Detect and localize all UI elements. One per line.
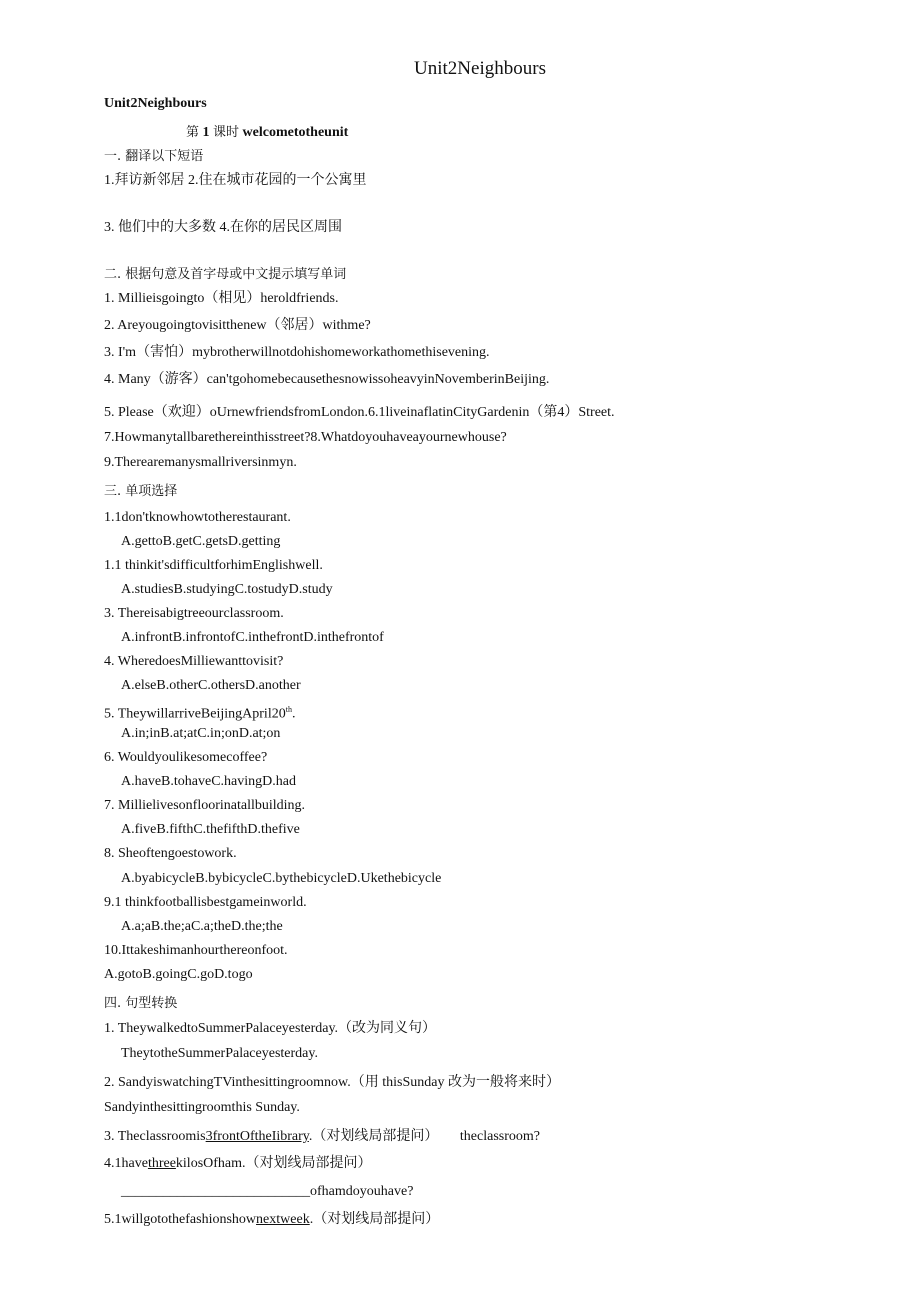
lesson-name: welcometotheunit — [242, 125, 349, 140]
question-instruction: .（对划线局部提问） — [308, 1129, 439, 1144]
superscript-th: th — [285, 705, 292, 714]
choice-question: 8. Sheoftengoestowork. — [104, 846, 237, 861]
choice-options: A.a;aB.the;aC.a;theD.the;the — [121, 919, 283, 934]
section-transform-heading: 四. 句型转换 — [104, 996, 178, 1011]
period: . — [291, 706, 296, 722]
lesson-number: 1 — [202, 125, 210, 140]
transform-answer-4 — [121, 1183, 413, 1201]
document-title: Unit2Neighbours — [414, 58, 546, 79]
transform-question-4 — [104, 1155, 372, 1173]
question-tail: theclassroom? — [459, 1129, 540, 1144]
question-instruction: .（对划线局部提问） — [309, 1212, 440, 1227]
choice-question: 6. Wouldyoulikesomecoffee? — [104, 750, 268, 765]
transform-question: 1. TheywalkedtoSummerPalaceyesterday.（改为同义句） — [104, 1021, 437, 1036]
question-text: 3. Theclassroomis — [104, 1129, 206, 1144]
answer-blank: ___________________________ — [121, 1184, 310, 1199]
section-translate-heading: 一. 翻译以下短语 — [104, 149, 204, 164]
fill-item: 7.Howmanytallbarethereinthisstreet?8.Whatdoyouhaveayournewhouse? — [104, 430, 507, 445]
translate-item: 3. 他们中的大多数 4.在你的居民区周围 — [104, 220, 342, 235]
choice-question: 1.1don'tknowhowtotherestaurant. — [104, 510, 291, 525]
question-text: 5.1willgotothefashionshow — [104, 1212, 257, 1227]
section-fill-heading: 二. 根据句意及首字母或中文提示填写单词 — [104, 267, 347, 282]
transform-answer: TheytotheSummerPalaceyesterday. — [121, 1046, 318, 1061]
question-text: 4.1have — [104, 1156, 148, 1171]
choice-options: A.gettoB.getC.getsD.getting — [121, 534, 281, 549]
answer-text: ofhamdoyouhave? — [310, 1184, 414, 1199]
underlined-phrase: 3frontOftheIibrary — [205, 1129, 309, 1144]
transform-question-3 — [104, 1128, 540, 1146]
choice-options: A.in;inB.at;atC.in;onD.at;on — [121, 726, 281, 741]
choice-question: 1.1 thinkit'sdifficultforhimEnglishwell. — [104, 558, 323, 573]
transform-question: 2. SandyiswatchingTVinthesittingroomnow.（用 thisSunday 改为一般将来时） — [104, 1075, 560, 1090]
choice-options: A.elseB.otherC.othersD.another — [121, 678, 301, 693]
choice-question-text: 5. TheywillarriveBeijingApril20 — [104, 706, 286, 722]
choice-question: 7. Millielivesonfloorinatallbuilding. — [104, 798, 306, 813]
fill-item: 9.Therearemanysmallriversinmyn. — [104, 455, 297, 470]
choice-question: 4. WheredoesMilliewanttovisit? — [104, 654, 284, 669]
choice-options: A.studiesB.studyingC.tostudyD.study — [121, 582, 333, 597]
choice-options: A.fiveB.fifthC.thefifthD.thefive — [121, 822, 300, 837]
fill-item: 5. Please（欢迎）oUrnewfriendsfromLondon.6.1liveinaflatinCityGardenin（第4）Street. — [104, 405, 615, 420]
underlined-phrase: nextweek — [256, 1212, 310, 1227]
transform-question-5 — [104, 1211, 439, 1229]
choice-options: A.haveB.tohaveC.havingD.had — [121, 774, 296, 789]
choice-question: 9.1 thinkfootballisbestgameinworld. — [104, 895, 307, 910]
choice-question: 10.Ittakeshimanhourthereonfoot. — [104, 943, 288, 958]
fill-item: 1. Millieisgoingto（相见）heroldfriends. — [104, 291, 339, 306]
choice-options: A.gotoB.goingC.goD.togo — [104, 967, 253, 982]
fill-item: 4. Many（游客）can'tgohomebecausethesnowissoheavyinNovemberinBeijing. — [104, 372, 550, 387]
lesson-suffix: 课时 — [213, 125, 240, 140]
fill-item: 2. Areyougoingtovisitthenew（邻居）withme? — [104, 318, 371, 333]
choice-question: 3. Thereisabigtreeourclassroom. — [104, 606, 284, 621]
translate-item: 1.拜访新邻居 2.住在城市花园的一个公寓里 — [104, 173, 367, 188]
choice-question-5 — [104, 701, 295, 724]
lesson-prefix: 第 — [186, 125, 200, 140]
choice-options: A.byabicycleB.bybicycleC.bythebicycleD.Ukethebicycle — [121, 871, 442, 886]
unit-heading: Unit2Neighbours — [104, 96, 207, 111]
transform-answer: Sandyinthesittingroomthis Sunday. — [104, 1100, 300, 1115]
fill-item: 3. I'm（害怕）mybrotherwillnotdohishomeworkathomethisevening. — [104, 345, 490, 360]
underlined-phrase: three — [147, 1156, 176, 1171]
choice-options: A.infrontB.infrontofC.inthefrontD.inthefrontof — [121, 630, 384, 645]
question-instruction: kilosOfham.（对划线局部提问） — [175, 1156, 372, 1171]
section-choice-heading: 三. 单项选择 — [104, 484, 178, 499]
lesson-heading — [186, 124, 348, 142]
